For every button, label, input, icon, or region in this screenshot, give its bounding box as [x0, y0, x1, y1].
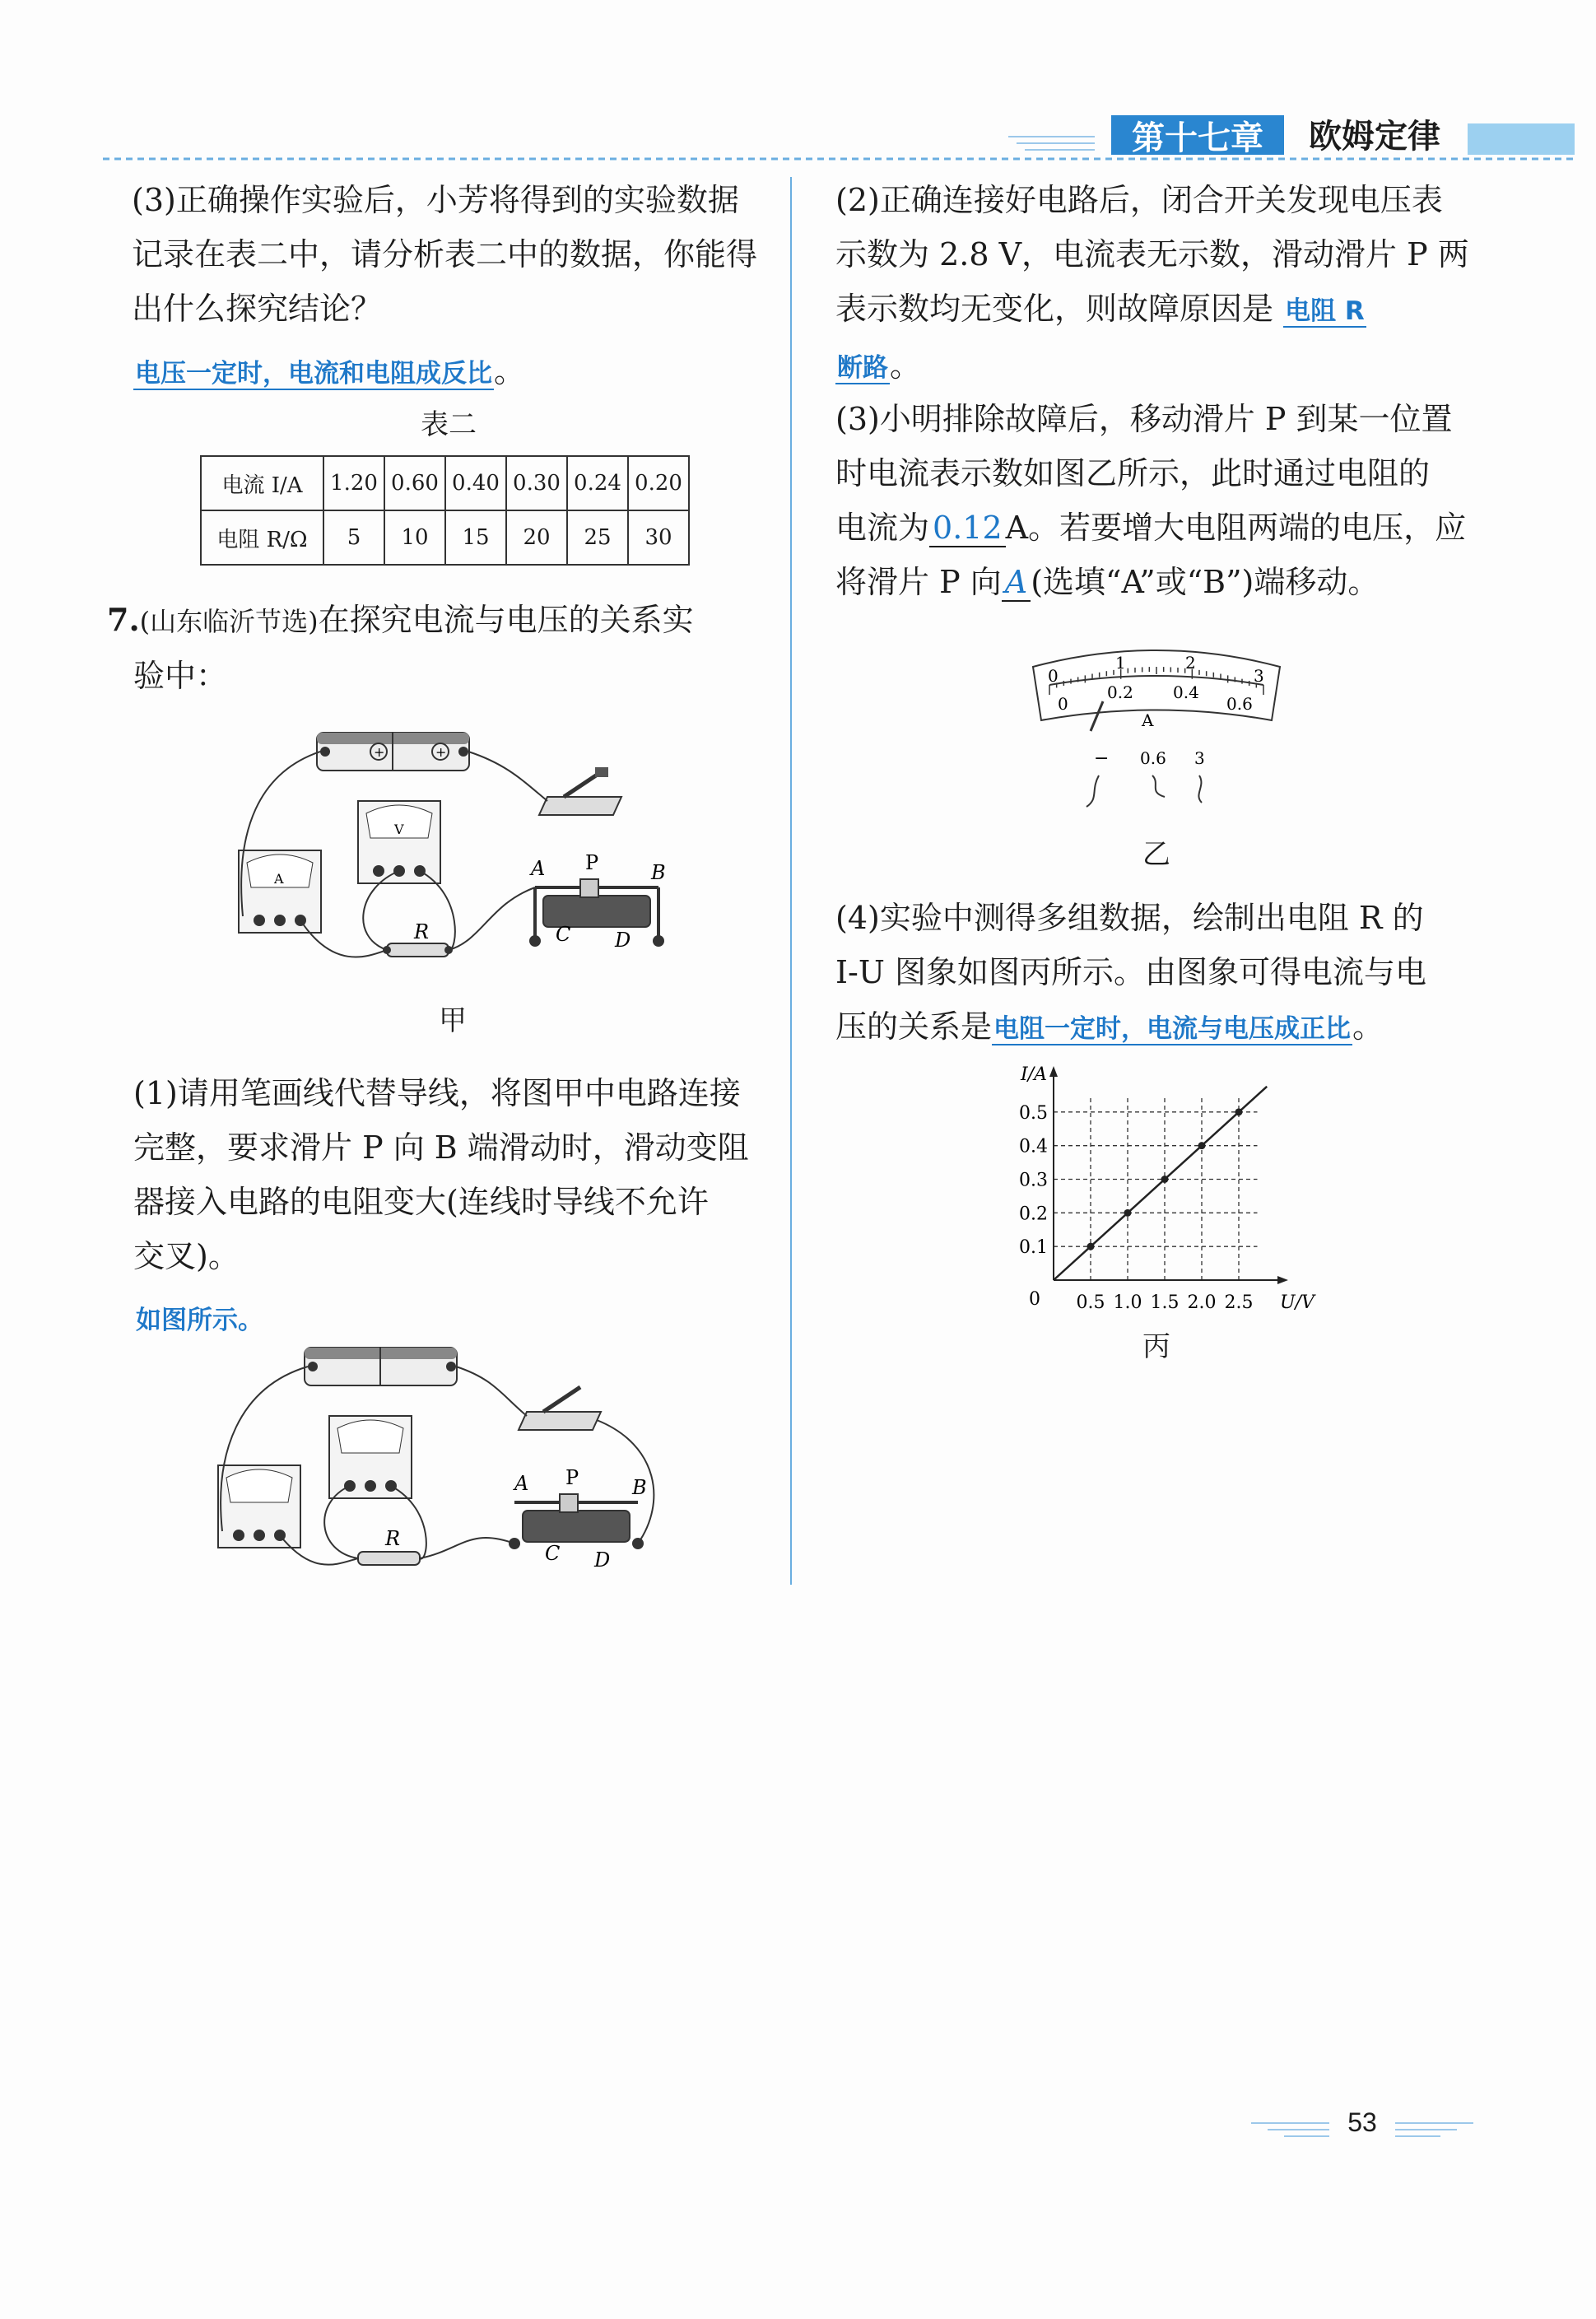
x-axis-arrow	[1277, 1276, 1288, 1284]
table-cell: 5	[323, 510, 384, 565]
data-point	[1087, 1243, 1095, 1250]
question-3-text: (3)正确操作实验后，小芳将得到的实验数据 记录在表二中，请分析表二中的数据，你能得 出什么探究结论？	[132, 182, 758, 327]
y-tick-label: 0.3	[1019, 1170, 1048, 1191]
table-title: 表二	[421, 408, 477, 441]
iu-graph	[1000, 1054, 1329, 1325]
figure-caption-bing: 丙	[1142, 1330, 1170, 1363]
switch-icon	[519, 1387, 601, 1430]
table-cell: 20	[506, 510, 567, 565]
voltmeter-icon	[329, 1416, 412, 1498]
label-B: B	[632, 1476, 647, 1499]
data-table	[200, 455, 690, 566]
origin-label: 0	[1029, 1289, 1040, 1310]
svg-text:+: +	[435, 744, 447, 760]
x-axis-label: U/V	[1280, 1292, 1314, 1313]
x-tick-label: 1.0	[1113, 1292, 1142, 1313]
dial-top-label: 3	[1254, 666, 1264, 686]
y-tick-label: 0.2	[1019, 1204, 1048, 1225]
battery-icon	[317, 733, 469, 771]
page-number: 53	[1347, 2107, 1377, 2137]
table-cell: 0.40	[445, 456, 506, 510]
dial-top-label: 0	[1048, 666, 1059, 686]
question-4-text: (4)实验中测得多组数据，绘制出电阻 R 的 I-U 图象如图丙所示。由图象可得电流与电 压的关系是电阻一定时，电流与电压成正比。	[835, 900, 1426, 1045]
svg-text:V: V	[394, 822, 404, 837]
data-point	[1198, 1142, 1206, 1149]
table-cell: 15	[445, 510, 506, 565]
table-cell: 0.24	[567, 456, 628, 510]
terminal-label: 3	[1194, 748, 1205, 768]
label-B: B	[651, 861, 666, 884]
circuit-figure-answer	[165, 1338, 683, 1593]
chapter-title: 欧姆定律	[1309, 118, 1440, 156]
dial-top-label: 1	[1115, 653, 1126, 673]
label-C: C	[556, 923, 571, 946]
x-tick-label: 2.0	[1187, 1292, 1217, 1313]
table-cell: 0.30	[506, 456, 567, 510]
svg-text:+: +	[374, 744, 385, 760]
ammeter-icon	[239, 850, 321, 933]
y-axis-label: I/A	[1021, 1064, 1047, 1085]
series-line	[1054, 1087, 1267, 1280]
question-number: 7.	[107, 601, 140, 638]
dial-bottom-label: 0.6	[1226, 694, 1253, 714]
figure-caption-jia: 甲	[439, 1004, 467, 1037]
table-cell: 10	[384, 510, 445, 565]
label-A: A	[531, 857, 546, 880]
resistor-icon	[358, 1552, 420, 1565]
table-header-resistance: 电阻 R/Ω	[201, 510, 323, 565]
x-tick-label: 0.5	[1076, 1292, 1105, 1313]
dial-top-label: 2	[1185, 653, 1196, 673]
table-header-current: 电流 I/A	[201, 456, 323, 510]
table-row	[201, 510, 689, 565]
circuit-figure-jia	[210, 723, 687, 994]
y-axis-arrow	[1049, 1066, 1058, 1077]
blank-direction: A	[1002, 564, 1031, 602]
table-row	[201, 456, 689, 510]
dial-bottom-label: 0.4	[1173, 682, 1199, 702]
terminal-label: −	[1094, 748, 1110, 769]
label-P: P	[565, 1466, 579, 1489]
terminal-label: 0.6	[1140, 748, 1166, 768]
question-3-answer: 电压一定时，电流和电阻成反比。	[135, 353, 526, 389]
y-tick-label: 0.4	[1019, 1136, 1048, 1157]
table-cell: 25	[567, 510, 628, 565]
label-R: R	[414, 920, 430, 943]
table-cell: 0.20	[628, 456, 689, 510]
question-3-right-text: (3)小明排除故障后，移动滑片 P 到某一位置 时电流表示数如图乙所示，此时通过电阻的 电流为 0.12 A。若要增大电阻两端的电压，应 将滑片 P 向 A (选填“A”或“B”)端移动。	[835, 401, 1467, 600]
question-2-text: (2)正确连接好电路后，闭合开关发现电压表 示数为 2.8 V，电流表无示数，滑动滑片 P 两 表示数均无变化，则故障原因是 电阻 R 断路。	[835, 182, 1469, 384]
chapter-label: 第十七章	[1132, 119, 1263, 157]
q4-answer: 电阻一定时，电流与电压成正比	[993, 1014, 1352, 1044]
resistor-icon	[383, 943, 453, 957]
y-tick-label: 0.1	[1019, 1237, 1048, 1259]
label-P: P	[585, 851, 599, 874]
data-point	[1161, 1176, 1169, 1183]
label-D: D	[594, 1548, 611, 1572]
question-7-1-text: (1)请用笔画线代替导线，将图甲中电路连接 完整，要求滑片 P 向 B 端滑动时，滑动变阻 器接入电路的电阻变大(连线时导线不允许 交叉)。	[133, 1075, 749, 1274]
question-7-text: 7.(山东临沂节选)在探究电流与电压的关系实 验中：	[107, 601, 694, 694]
svg-text:A: A	[274, 871, 284, 887]
label-R: R	[385, 1527, 401, 1550]
label-A: A	[514, 1472, 529, 1495]
column-divider	[790, 177, 792, 1585]
data-point	[1235, 1108, 1243, 1115]
ammeter-dial-figure	[1025, 634, 1288, 831]
q2-answer: 电阻 R	[1285, 296, 1365, 326]
y-tick-label: 0.5	[1019, 1102, 1048, 1124]
question-7-1-answer: 如图所示。	[136, 1306, 263, 1335]
battery-icon	[305, 1348, 457, 1385]
dial-unit: A	[1142, 710, 1154, 730]
rheostat-icon	[509, 1494, 644, 1549]
label-D: D	[615, 929, 631, 952]
dial-bottom-label: 0.2	[1107, 682, 1133, 702]
data-point	[1124, 1209, 1132, 1217]
table-cell: 1.20	[323, 456, 384, 510]
ammeter-icon	[218, 1465, 300, 1548]
label-C: C	[545, 1542, 561, 1565]
question-source: (山东临沂节选)	[139, 606, 319, 637]
q2-answer-cont: 断路	[837, 353, 888, 383]
dial-bottom-label: 0	[1058, 694, 1068, 714]
x-tick-label: 2.5	[1224, 1292, 1254, 1313]
figure-caption-yi: 乙	[1142, 838, 1170, 871]
table-cell: 30	[628, 510, 689, 565]
blank-current: 0.12	[929, 510, 1006, 547]
table-cell: 0.60	[384, 456, 445, 510]
x-tick-label: 1.5	[1150, 1292, 1180, 1313]
switch-icon	[539, 767, 621, 815]
rheostat-icon	[529, 879, 664, 947]
